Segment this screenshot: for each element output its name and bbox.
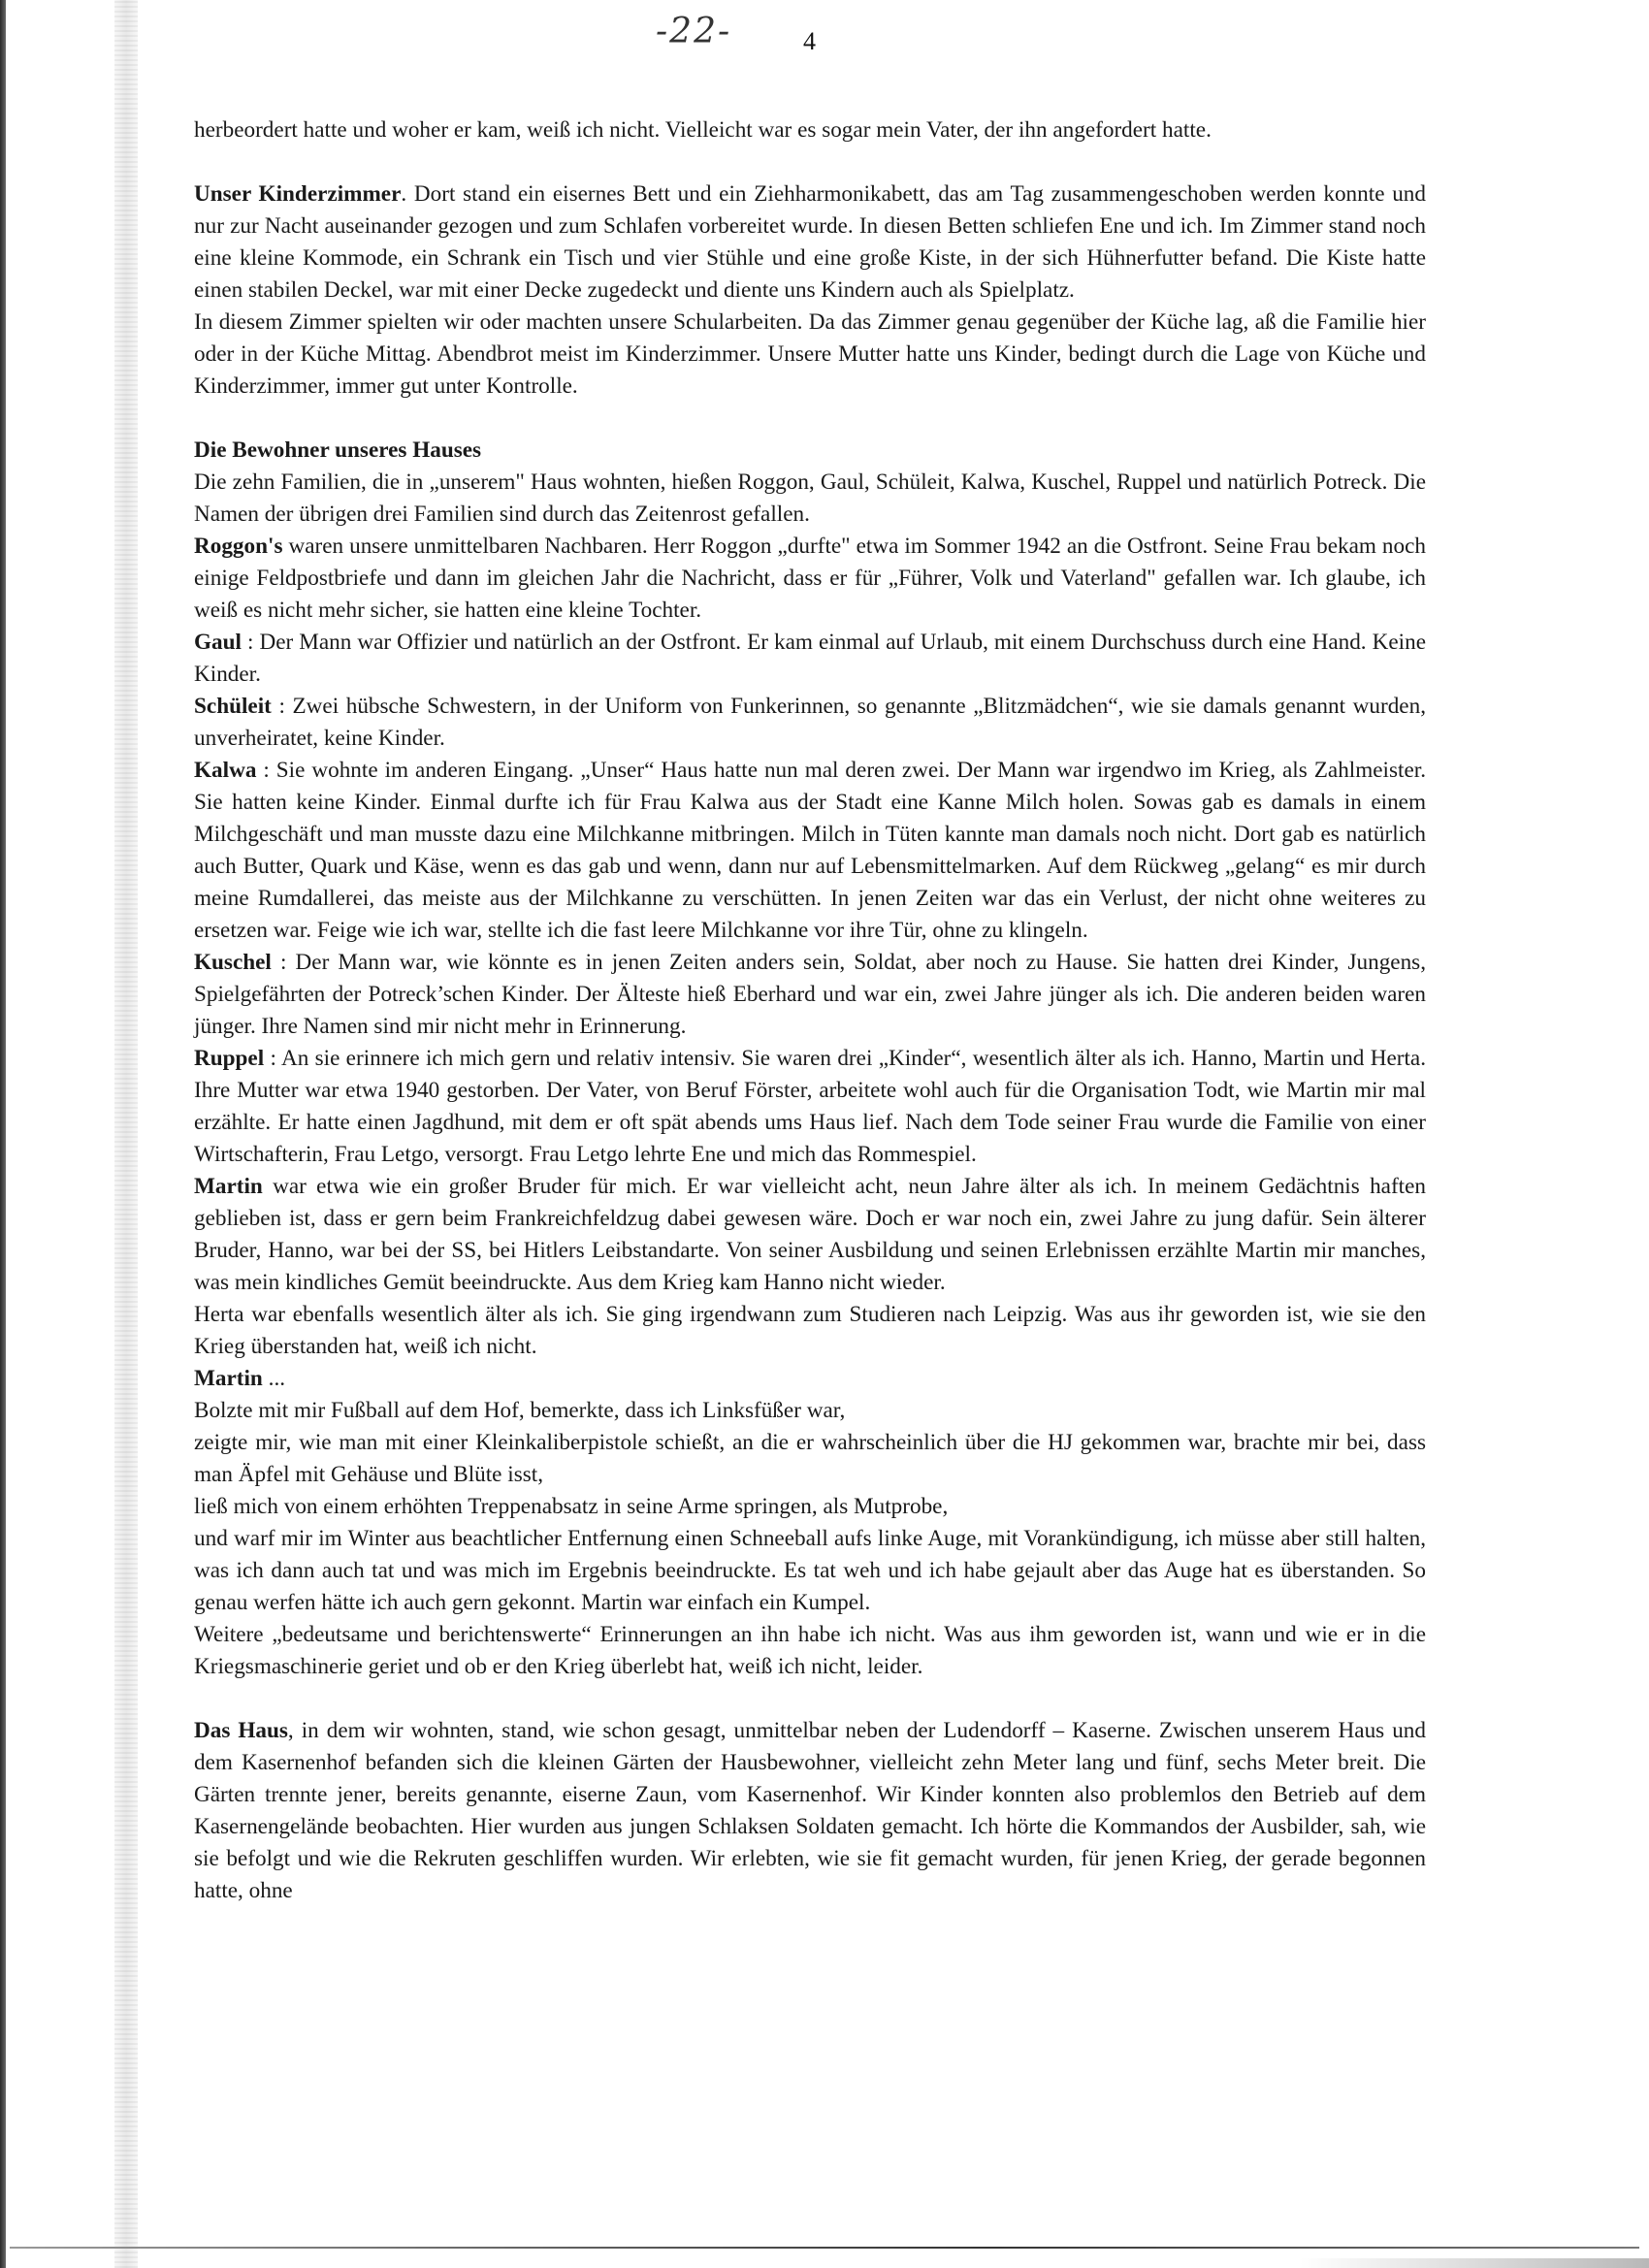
paragraph-lead: Unser Kinderzimmer (194, 181, 402, 207)
document-body (194, 114, 1426, 1907)
martin-memory-line (194, 1619, 1426, 1683)
martin-memory-line (194, 1523, 1426, 1619)
resident-text: waren unsere unmittelbaren Nachbaren. Herr Roggon „durfte" etwa im Sommer 1942 an die Ostfront. Seine Frau bekam noch einige Feldpostbriefe und dann im gleichen Jahr die Nachricht, dass er für „Führer, Volk und Vaterland" gefallen war. Ich glaube, ich weiß es nicht mehr sicher, sie hatten eine kleine Tochter. (194, 534, 1426, 623)
page-header (0, 6, 1649, 64)
handwritten-page-number: -22- (656, 12, 732, 51)
resident-name: Kalwa (194, 758, 257, 783)
paragraph-continuation (194, 114, 1426, 146)
scan-bottom-edge (10, 2247, 1639, 2249)
paragraph-das-haus (194, 1715, 1426, 1907)
resident-text: : An sie erinnere ich mich gern und relativ intensiv. Sie waren drei „Kinder“, wesentlich älter als ich. Hanno, Martin und Herta. Ihre Mutter war etwa 1940 gestorben. Der Vater, von Beruf Förster, arbeitete wohl auch für die Organisation Todt, wie Martin mir mal erzählte. Er hatte einen Jagdhund, mit dem er oft spät abends ums Haus lief. Nach dem Tode seiner Frau wurde die Familie von einer Wirtschafterin, Frau Letgo, versorgt. Frau Letgo lehrte Ene und mich das Rommespiel. (194, 1046, 1426, 1167)
martin-lead: Martin (194, 1366, 263, 1391)
memory-text: und warf mir im Winter aus beachtlicher Entfernung einen Schneeball aufs linke Auge, mit Vorankündigung, ich müsse aber still halten, was ich dann auch tat und was mich im Ergebnis beeindruckte. Es tat weh und ich habe gejault aber das Auge hat es überstanden. So genau werfen hätte ich auch gern gekonnt. Martin war einfach ein Kumpel. (194, 1526, 1426, 1615)
martin-memory-line (194, 1491, 1426, 1523)
resident-entry-roggon (194, 531, 1426, 627)
resident-name: Martin (194, 1174, 263, 1199)
paragraph-residents-intro (194, 467, 1426, 531)
martin-lead-suffix: ... (262, 1366, 286, 1391)
memory-text: ließ mich von einem erhöhten Treppenabsatz in seine Arme springen, als Mutprobe, (194, 1494, 949, 1519)
paragraph-text: herbeordert hatte und woher er kam, weiß ich nicht. Vielleicht war es sogar mein Vater, der ihn angefordert hatte. (194, 117, 1212, 143)
resident-entry-ruppel (194, 1043, 1426, 1171)
resident-text: Herta war ebenfalls wesentlich älter als ich. Sie ging irgendwann zum Studieren nach Leipzig. Was aus ihr geworden ist, wie sie den Krieg überstanden hat, weiß ich nicht. (194, 1302, 1426, 1359)
resident-name: Kuschel (194, 950, 272, 975)
paragraph-text: . Dort stand ein eisernes Bett und ein Ziehharmonikabett, das am Tag zusammengeschoben werden konnte und nur zur Nacht auseinander gezogen und zum Schlafen vorbereitet wurde. In diesen Betten schliefen Ene und ich. Im Zimmer stand noch eine kleine Kommode, ein Schrank ein Tisch und vier Stühle und eine große Kiste, in der sich Hühnerfutter befand. Die Kiste hatte einen stabilen Deckel, war mit einer Decke zugedeckt und diente uns Kindern auch als Spielplatz. (194, 181, 1426, 303)
resident-entry-schueleit (194, 691, 1426, 755)
martin-memory-line (194, 1427, 1426, 1491)
resident-entry-herta (194, 1299, 1426, 1363)
paragraph-kinderzimmer (194, 178, 1426, 307)
resident-entry-gaul (194, 627, 1426, 691)
resident-name: Ruppel (194, 1046, 265, 1071)
resident-name: Gaul (194, 630, 242, 655)
resident-entry-martin (194, 1171, 1426, 1299)
resident-text: : Der Mann war, wie könnte es in jenen Zeiten anders sein, Soldat, aber noch zu Hause. Sie hatten drei Kinder, Jungens, Spielgefährten der Potreck’schen Kinder. Der Älteste hieß Eberhard und war ein, zwei Jahre jünger als ich. Die anderen beiden waren jünger. Ihre Namen sind mir nicht mehr in Erinnerung. (194, 950, 1426, 1039)
section-heading-bewohner: Die Bewohner unseres Hauses (194, 437, 482, 463)
memory-text: zeigte mir, wie man mit einer Kleinkaliberpistole schießt, an die er wahrscheinlich über die HJ gekommen war, brachte mir bei, dass man Äpfel mit Gehäuse und Blüte isst, (194, 1430, 1426, 1487)
resident-entry-kuschel (194, 947, 1426, 1043)
memory-text: Bolzte mit mir Fußball auf dem Hof, bemerkte, dass ich Linksfüßer war, (194, 1398, 846, 1423)
typed-page-number: 4 (803, 27, 816, 55)
resident-name: Schüleit (194, 694, 272, 719)
scan-left-edge (0, 0, 6, 2268)
resident-text: : Zwei hübsche Schwestern, in der Uniform von Funkerinnen, so genannte „Blitzmädchen“, wie sie damals genannt wurden, unverheiratet, keine Kinder. (194, 694, 1426, 751)
resident-text: : Sie wohnte im anderen Eingang. „Unser“ Haus hatte nun mal deren zwei. Der Mann war irgendwo im Krieg, als Zahlmeister. Sie hatten keine Kinder. Einmal durfte ich für Frau Kalwa aus der Stadt eine Kanne Milch holen. Sowas gab es damals in einem Milchgeschäft und man musste dazu eine Milchkanne mitbringen. Milch in Tüten kannte man damals noch nicht. Dort gab es natürlich auch Butter, Quark und Käse, wenn es das gab und wenn, dann nur auf Lebensmittelmarken. Auf dem Rückweg „gelang“ es mir durch meine Rumdallerei, das meiste aus der Milchkanne zu verschütten. In jenen Zeiten war das ein Verlust, der nicht ohne weiteres zu ersetzen war. Feige wie ich war, stellte ich die fast leere Milchkanne vor ihre Tür, ohne zu klingeln. (194, 758, 1426, 943)
resident-text: : Der Mann war Offizier und natürlich an der Ostfront. Er kam einmal auf Urlaub, mit einem Durchschuss durch eine Hand. Keine Kinder. (194, 630, 1426, 687)
resident-entry-kalwa (194, 755, 1426, 947)
martin-memories-heading (194, 1363, 1426, 1395)
paragraph-text: Die zehn Familien, die in „unserem" Haus wohnten, hießen Roggon, Gaul, Schüleit, Kalwa, Kuschel, Ruppel und natürlich Potreck. Die Namen der übrigen drei Familien sind durch das Zeitenrost gefallen. (194, 470, 1426, 527)
resident-text: war etwa wie ein großer Bruder für mich. Er war vielleicht acht, neun Jahre älter als ich. In meinem Gedächtnis haften geblieben ist, dass er gern beim Frankreichfeldzug dabei gewesen wäre. Doch er war noch ein, zwei Jahre zu jung dafür. Sein älterer Bruder, Hanno, war bei der SS, bei Hitlers Leibstandarte. Von seiner Ausbildung und seinen Erlebnissen erzählte Martin mir manches, was mein kindliches Gemüt beeindruckte. Aus dem Krieg kam Hanno nicht wieder. (194, 1174, 1426, 1295)
paragraph-lead: Das Haus (194, 1718, 288, 1743)
memory-text: Weitere „bedeutsame und berichtenswerte“ Erinnerungen an ihn habe ich nicht. Was aus ihm geworden ist, wann und wie er in die Kriegsmaschinerie geriet und ob er den Krieg überlebt hat, weiß ich nicht, leider. (194, 1622, 1426, 1679)
martin-memory-line (194, 1395, 1426, 1427)
scan-margin-noise (114, 0, 138, 2268)
paragraph-kinderzimmer-2 (194, 307, 1426, 403)
scan-bottom-shadow (1300, 2258, 1649, 2268)
paragraph-text: In diesem Zimmer spielten wir oder machten unsere Schularbeiten. Da das Zimmer genau gegenüber der Küche lag, aß die Familie hier oder in der Küche Mittag. Abendbrot meist im Kinderzimmer. Unsere Mutter hatte uns Kinder, bedingt durch die Lage von Küche und Kinderzimmer, immer gut unter Kontrolle. (194, 309, 1426, 399)
paragraph-text: , in dem wir wohnten, stand, wie schon gesagt, unmittelbar neben der Ludendorff – Kaserne. Zwischen unserem Haus und dem Kasernenhof befanden sich die kleinen Gärten der Hausbewohner, vielleicht zehn Meter lang und fünf, sechs Meter breit. Die Gärten trennte jener, bereits genannte, eiserne Zaun, vom Kasernenhof. Wir Kinder konnten also problemlos den Betrieb auf dem Kasernengelände beobachten. Hier wurden aus jungen Schlaksen Soldaten gemacht. Ich hörte die Kommandos der Ausbilder, sah, wie sie befolgt und wie die Rekruten geschliffen wurden. Wir erlebten, wie sie fit gemacht wurden, für jenen Krieg, der gerade begonnen hatte, ohne (194, 1718, 1426, 1903)
resident-name: Roggon's (194, 534, 283, 559)
